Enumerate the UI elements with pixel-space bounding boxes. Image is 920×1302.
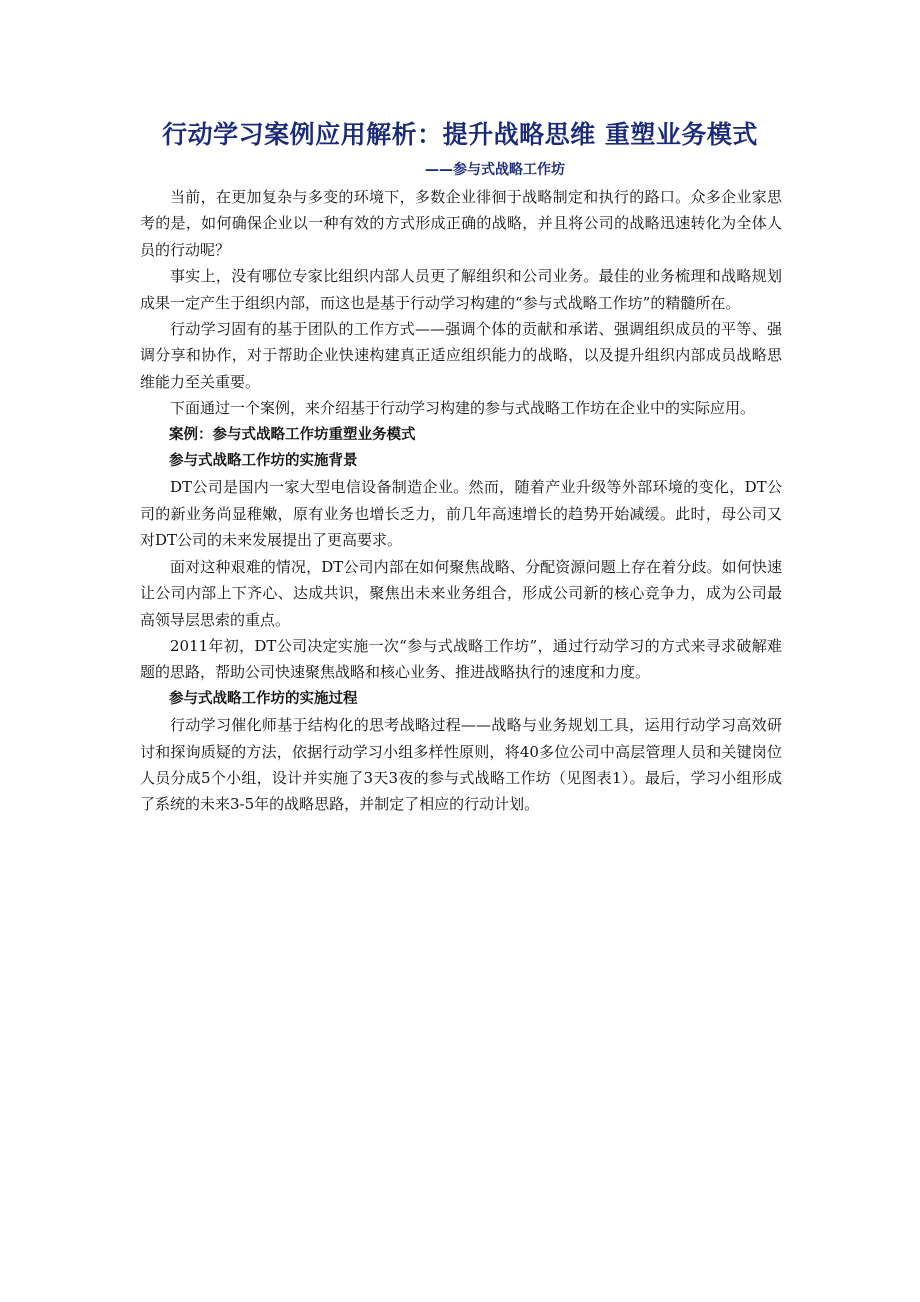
background-paragraph: 面对这种艰难的情况，DT公司内部在如何聚焦战略、分配资源问题上存在着分歧。如何快速让公司内部上下齐心、达成共识，聚焦出未来业务组合，形成公司新的核心竞争力，成为公司最高领导层思索的重点。 <box>140 557 782 629</box>
process-heading: 参与式战略工作坊的实施过程 <box>169 690 358 707</box>
case-heading: 案例：参与式战略工作坊重塑业务模式 <box>169 426 416 443</box>
process-paragraph: 行动学习催化师基于结构化的思考战略过程——战略与业务规划工具，运用行动学习高效研讨和探询质疑的方法，依据行动学习小组多样性原则，将40多位公司中高层管理人员和关键岗位人员分成5个小组，设计并实施了3天3夜的参与式战略工作坊（见图表1）。最后，学习小组形成了系统的未来3-5年的战略思路，并制定了相应的行动计划。 <box>140 716 782 814</box>
intro-paragraph: 当前，在更加复杂与多变的环境下，多数企业徘徊于战略制定和执行的路口。众多企业家思考的是，如何确保企业以一种有效的方式形成正确的战略，并且将公司的战略迅速转化为全体人员的行动呢？ <box>140 188 782 259</box>
document-subtitle: ——参与式战略工作坊 <box>425 162 565 178</box>
intro-paragraph: 下面通过一个案例，来介绍基于行动学习构建的参与式战略工作坊在企业中的实际应用。 <box>170 399 756 418</box>
background-paragraph: DT公司是国内一家大型电信设备制造企业。然而，随着产业升级等外部环境的变化，DT公司的新业务尚显稚嫩，原有业务也增长乏力，前几年高速增长的趋势开始减缓。此时，母公司又对DT公司的未来发展提出了更高要求。 <box>140 478 782 550</box>
background-heading: 参与式战略工作坊的实施背景 <box>169 453 358 470</box>
document-title: 行动学习案例应用解析：提升战略思维 重塑业务模式 <box>162 120 758 149</box>
intro-paragraph: 行动学习固有的基于团队的工作方式——强调个体的贡献和承诺、强调组织成员的平等、强调分享和协作，对于帮助企业快速构建真正适应组织能力的战略，以及提升组织内部成员战略思维能力至关重要。 <box>140 320 782 391</box>
background-paragraph: 2011年初，DT公司决定实施一次“参与式战略工作坊”，通过行动学习的方式来寻求破解难题的思路，帮助公司快速聚焦战略和核心业务、推进战略执行的速度和力度。 <box>140 636 782 682</box>
document-body <box>140 184 782 818</box>
intro-paragraph: 事实上，没有哪位专家比组织内部人员更了解组织和公司业务。最佳的业务梳理和战略规划成果一定产生于组织内部，而这也是基于行动学习构建的“参与式战略工作坊”的精髓所在。 <box>140 267 782 312</box>
